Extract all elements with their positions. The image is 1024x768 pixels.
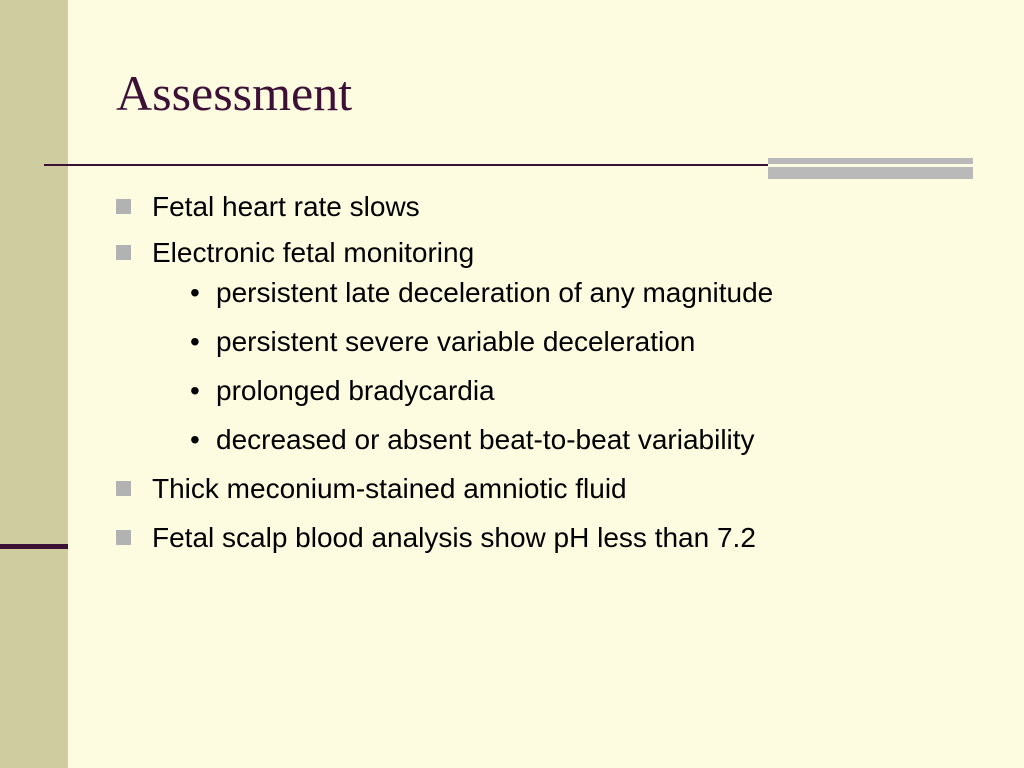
dot-bullet-icon: • [190,424,200,455]
square-bullet-icon [116,530,131,545]
sub-bullet-list [152,273,812,460]
bullet-item [116,469,916,509]
dot-bullet-icon: • [190,375,200,406]
sub-bullet-text: decreased or absent beat-to-beat variability [216,424,755,455]
bullet-text: Fetal heart rate slows [152,191,420,222]
title-underline [44,164,768,166]
square-bullet-icon [116,245,131,260]
sub-bullet-item [152,420,812,460]
bullet-item [116,233,916,460]
accent-bar-bottom [768,167,973,179]
slide-title: Assessment [116,65,353,121]
square-bullet-icon [116,481,131,496]
sub-bullet-text: prolonged bradycardia [216,375,495,406]
sub-bullet-item [152,322,812,362]
sub-bullet-text: persistent severe variable deceleration [216,326,696,357]
bullet-item [116,518,916,558]
bullet-list [116,187,916,567]
bullet-text: Electronic fetal monitoring [152,237,475,268]
left-accent-bar [0,544,68,549]
sub-bullet-text: persistent late deceleration of any magnitude [216,277,774,308]
dot-bullet-icon: • [190,277,200,308]
bullet-text: Thick meconium-stained amniotic fluid [152,473,627,504]
title-accent-bars [768,158,973,179]
sub-bullet-item [152,371,812,411]
sub-bullet-item [152,273,806,313]
square-bullet-icon [116,199,131,214]
dot-bullet-icon: • [190,326,200,357]
bullet-text: Fetal scalp blood analysis show pH less than 7.2 [152,522,756,553]
accent-bar-top [768,158,973,164]
left-decorative-band [0,0,68,768]
bullet-item [116,187,916,227]
